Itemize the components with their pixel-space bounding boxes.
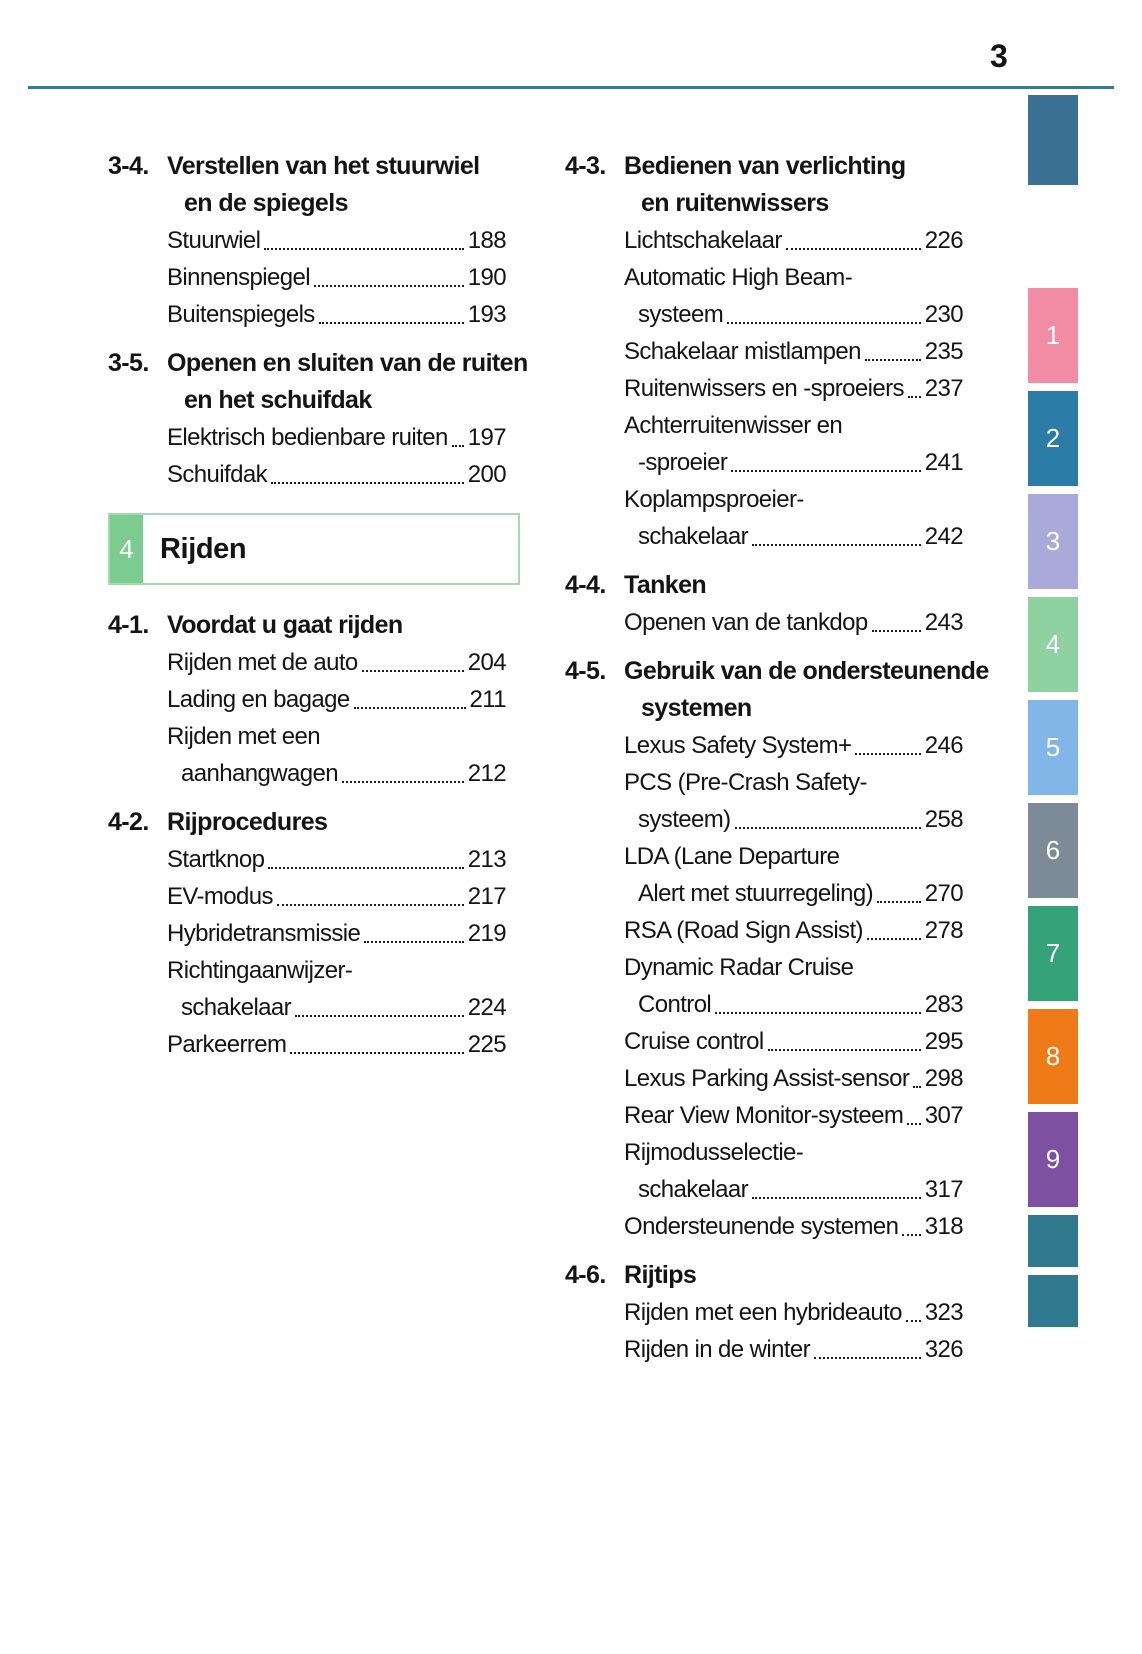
entry-title: Elektrisch bedienbare ruiten (167, 424, 448, 451)
chapter-tab (1028, 1275, 1078, 1327)
section-title-line: en de spiegels (184, 189, 348, 217)
chapter-title: Rijden (160, 532, 247, 565)
entry-title: -sproeier (638, 449, 728, 476)
toc-entry (108, 718, 506, 792)
section-title-line: Bedienen van verlichting (624, 152, 906, 180)
entry-title: Openen van de tankdop (624, 609, 868, 636)
leader-dots (735, 801, 921, 829)
leader-dots (295, 989, 464, 1017)
chapter-tab (1028, 494, 1078, 589)
leader-dots (277, 878, 464, 906)
toc-entry (565, 407, 963, 481)
header-rule (28, 86, 1114, 89)
toc-section-heading (565, 567, 963, 604)
leader-dots (913, 1060, 920, 1088)
entry-page-number: 242 (924, 523, 963, 550)
leader-dots (264, 222, 463, 250)
toc-entry (108, 1026, 506, 1063)
leader-dots (865, 333, 921, 361)
section-title (167, 148, 480, 222)
chapter-tab (1028, 1112, 1078, 1207)
chapter-tab (1028, 288, 1078, 383)
entry-page-number: 211 (469, 686, 506, 713)
entry-page-number: 237 (924, 375, 963, 402)
leader-dots (364, 915, 463, 943)
entry-text-line: Automatic High Beam- (624, 264, 853, 291)
entry-page-number: 326 (924, 1336, 963, 1363)
toc-entry (108, 296, 506, 333)
entry-text-line: Achterruitenwisser en (624, 412, 843, 439)
entry-text-line: PCS (Pre-Crash Safety- (624, 769, 867, 796)
leader-dots (452, 419, 464, 447)
chapter-number-badge: 4 (110, 515, 143, 583)
toc-section-heading (565, 1257, 963, 1294)
toc-section-heading (108, 148, 506, 222)
chapter-tab-label: 2 (1045, 423, 1061, 453)
leader-dots (319, 296, 464, 324)
leader-dots (354, 681, 466, 709)
chapter-tab (1028, 803, 1078, 898)
entry-page-number: 200 (467, 461, 506, 488)
toc-entry (565, 949, 963, 1023)
entry-text-line: LDA (Lane Departure (624, 843, 840, 870)
section-title (624, 148, 906, 222)
chapter-tab-label: 7 (1045, 938, 1061, 968)
entry-page-number: 243 (924, 609, 963, 636)
leader-dots (906, 1294, 921, 1322)
leader-dots (271, 456, 464, 484)
entry-text-line: Rijden met een (167, 723, 321, 750)
chapter-tab-label: 5 (1045, 732, 1061, 762)
section-title (624, 653, 989, 727)
entry-title: Lexus Parking Assist-sensor (624, 1065, 910, 1092)
toc-entry (108, 644, 506, 681)
entry-title: Control (638, 991, 712, 1018)
toc-entry (565, 259, 963, 333)
entry-page-number: 197 (467, 424, 506, 451)
toc-section-heading (565, 653, 989, 727)
section-title-line: Rijprocedures (167, 808, 328, 836)
leader-dots (872, 604, 921, 632)
entry-page-number: 295 (924, 1028, 963, 1055)
toc-entry (565, 604, 963, 641)
leader-dots (314, 259, 464, 287)
entry-page-number: 323 (924, 1299, 963, 1326)
entry-title: Rijden in de winter (624, 1336, 811, 1363)
toc-entry (108, 915, 506, 952)
section-number: 4-4. (565, 571, 606, 599)
toc-entry (565, 222, 963, 259)
toc-entry (565, 370, 963, 407)
toc-entry (565, 333, 963, 370)
toc-entry (108, 952, 506, 1026)
chapter-tab (1028, 1215, 1078, 1267)
toc-entry (108, 259, 506, 296)
section-number: 4-6. (565, 1261, 606, 1289)
section-title (624, 567, 706, 604)
leader-dots (362, 644, 464, 672)
entry-page-number: 270 (924, 880, 963, 907)
entry-title: Ondersteunende systemen (624, 1213, 899, 1240)
toc-entry (108, 456, 506, 493)
chapter-tabs (1028, 95, 1078, 1335)
entry-page-number: 226 (924, 227, 963, 254)
entry-title: Rijden met een hybrideauto (624, 1299, 902, 1326)
entry-title: schakelaar (181, 994, 292, 1021)
entry-page-number: 283 (924, 991, 963, 1018)
section-title-line: en het schuifdak (184, 386, 372, 414)
chapter-tab-label: 9 (1045, 1144, 1061, 1174)
leader-dots (752, 518, 921, 546)
entry-title: RSA (Road Sign Assist) (624, 917, 863, 944)
entry-page-number: 190 (467, 264, 506, 291)
chapter-tab (1028, 700, 1078, 795)
entry-text-line: Koplampsproeier- (624, 486, 804, 513)
leader-dots (731, 444, 920, 472)
entry-page-number: 225 (467, 1031, 506, 1058)
entry-title: Schuifdak (167, 461, 267, 488)
chapter-tab-label: 4 (1045, 629, 1061, 659)
entry-page-number: 188 (467, 227, 506, 254)
entry-page-number: 235 (924, 338, 963, 365)
entry-title: aanhangwagen (181, 760, 338, 787)
toc-entry (108, 222, 506, 259)
leader-dots (768, 1023, 921, 1051)
section-title-line: Tanken (624, 571, 707, 599)
toc-column-right (565, 148, 989, 1368)
chapter-tab (1028, 906, 1078, 1001)
entry-page-number: 219 (467, 920, 506, 947)
entry-page-number: 204 (467, 649, 506, 676)
entry-title: Alert met stuurregeling) (638, 880, 874, 907)
entry-text-line: Dynamic Radar Cruise (624, 954, 854, 981)
chapter-tab (1028, 95, 1078, 185)
entry-page-number: 193 (467, 301, 506, 328)
entry-title: Stuurwiel (167, 227, 261, 254)
leader-dots (907, 1097, 920, 1125)
entry-title: schakelaar (638, 1176, 749, 1203)
entry-text-line: Richtingaanwijzer- (167, 957, 353, 984)
toc-entry (565, 481, 963, 555)
chapter-tab-label: 6 (1045, 835, 1061, 865)
entry-page-number: 317 (924, 1176, 963, 1203)
section-title (167, 607, 403, 644)
entry-page-number: 318 (924, 1213, 963, 1240)
entry-title: Cruise control (624, 1028, 764, 1055)
toc-entry (565, 1023, 963, 1060)
entry-title: schakelaar (638, 523, 749, 550)
toc-entry (565, 1134, 963, 1208)
entry-title: systeem (638, 301, 724, 328)
entry-page-number: 246 (924, 732, 963, 759)
section-title (167, 804, 327, 841)
entry-page-number: 241 (924, 449, 963, 476)
chapter-tab-label: 8 (1045, 1041, 1061, 1071)
entry-title: Lading en bagage (167, 686, 350, 713)
entry-title: Ruitenwissers en -sproeiers (624, 375, 904, 402)
leader-dots (752, 1171, 921, 1199)
entry-page-number: 217 (467, 883, 506, 910)
chapter-banner (108, 513, 520, 585)
section-title-line: Verstellen van het stuurwiel (167, 152, 480, 180)
entry-text-line: Rijmodusselectie- (624, 1139, 804, 1166)
leader-dots (727, 296, 921, 324)
section-title-line: Rijtips (624, 1261, 697, 1289)
toc-section-heading (108, 607, 506, 644)
section-title-line: Gebruik van de ondersteunende (624, 657, 989, 685)
toc-entry (565, 727, 963, 764)
section-title-line: en ruitenwissers (641, 189, 829, 217)
toc-entry (565, 1097, 963, 1134)
section-number: 3-4. (108, 152, 149, 180)
entry-title: EV-modus (167, 883, 273, 910)
leader-dots (877, 875, 921, 903)
chapter-tab (1028, 597, 1078, 692)
entry-title: Startknop (167, 846, 265, 873)
entry-page-number: 212 (467, 760, 506, 787)
chapter-tab (1028, 391, 1078, 486)
entry-page-number: 230 (924, 301, 963, 328)
leader-dots (786, 222, 921, 250)
toc-entry (565, 1060, 963, 1097)
entry-title: Rear View Monitor-systeem (624, 1102, 904, 1129)
leader-dots (867, 912, 921, 940)
entry-page-number: 307 (924, 1102, 963, 1129)
leader-dots (268, 841, 463, 869)
section-title-line: Voordat u gaat rijden (167, 611, 403, 639)
entry-page-number: 258 (924, 806, 963, 833)
entry-title: Hybridetransmissie (167, 920, 361, 947)
toc-section-heading (108, 804, 506, 841)
toc-entry (108, 419, 506, 456)
entry-title: systeem) (638, 806, 731, 833)
entry-page-number: 224 (467, 994, 506, 1021)
toc-entry (565, 1331, 963, 1368)
toc-entry (108, 681, 506, 718)
leader-dots (715, 986, 921, 1014)
leader-dots (290, 1026, 463, 1054)
entry-page-number: 213 (467, 846, 506, 873)
toc-entry (565, 1294, 963, 1331)
leader-dots (814, 1331, 921, 1359)
entry-title: Binnenspiegel (167, 264, 310, 291)
section-title (624, 1257, 696, 1294)
entry-title: Lichtschakelaar (624, 227, 782, 254)
entry-title: Buitenspiegels (167, 301, 315, 328)
section-number: 4-1. (108, 611, 149, 639)
toc-entry (565, 764, 963, 838)
leader-dots (855, 727, 920, 755)
chapter-tab-label: 1 (1045, 320, 1061, 350)
toc-section-heading (565, 148, 963, 222)
toc-entry (565, 838, 963, 912)
section-number: 4-3. (565, 152, 606, 180)
section-title-line: Openen en sluiten van de ruiten (167, 349, 528, 377)
toc-section-heading (108, 345, 528, 419)
section-title-line: systemen (641, 694, 752, 722)
section-number: 3-5. (108, 349, 149, 377)
entry-title: Parkeerrem (167, 1031, 287, 1058)
toc-entry (108, 841, 506, 878)
entry-title: Schakelaar mistlampen (624, 338, 861, 365)
chapter-tab-label: 3 (1045, 526, 1061, 556)
section-number: 4-2. (108, 808, 149, 836)
toc-column-left (108, 148, 528, 1063)
leader-dots (908, 370, 921, 398)
entry-title: Rijden met de auto (167, 649, 358, 676)
entry-page-number: 298 (924, 1065, 963, 1092)
chapter-tab (1028, 1009, 1078, 1104)
page-number: 3 (990, 38, 1008, 74)
section-number: 4-5. (565, 657, 606, 685)
toc-entry (565, 912, 963, 949)
toc-entry (108, 878, 506, 915)
leader-dots (902, 1208, 920, 1236)
toc-entry (565, 1208, 963, 1245)
entry-title: Lexus Safety System+ (624, 732, 852, 759)
entry-page-number: 278 (924, 917, 963, 944)
section-title (167, 345, 528, 419)
leader-dots (342, 755, 464, 783)
